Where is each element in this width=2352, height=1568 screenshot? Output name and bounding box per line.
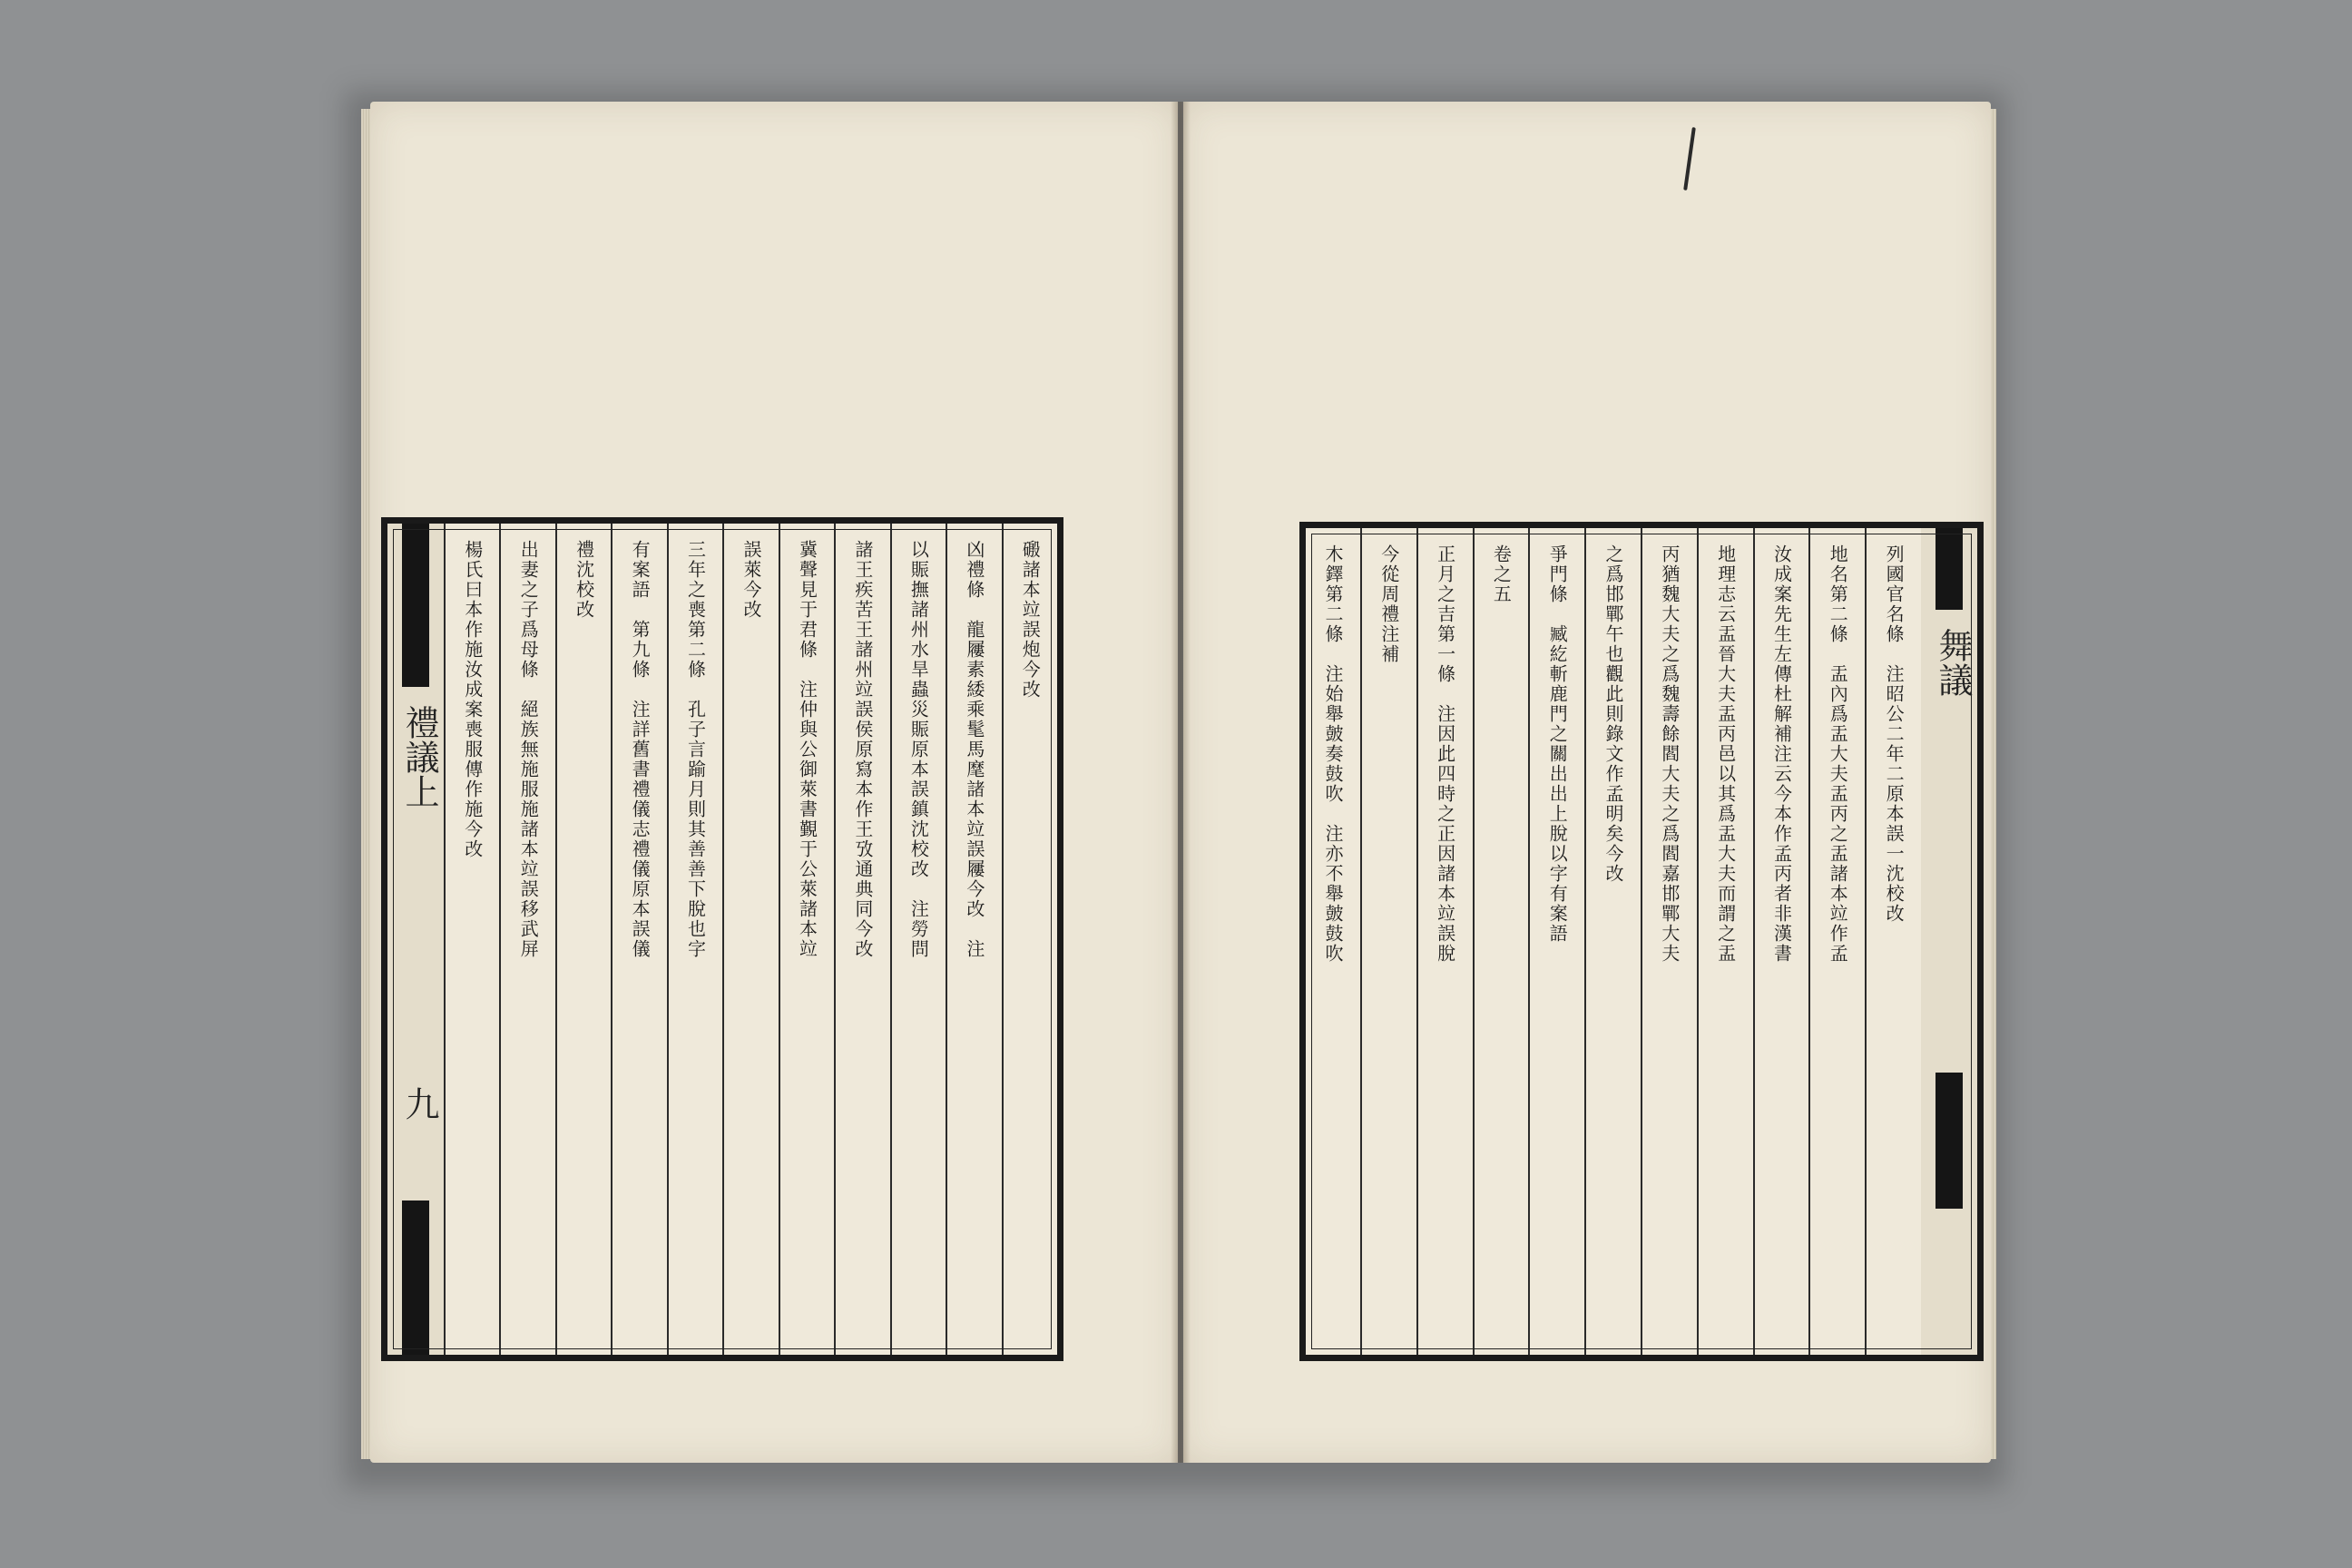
column-text: 之爲邯鄲午也觀此則錄文作孟明矣今改 — [1602, 544, 1625, 884]
text-column — [1416, 528, 1473, 1355]
column-text: 列國官名條 注昭公二年二原本誤一沈校改 — [1883, 544, 1906, 924]
column-text: 禮沈校改 — [573, 540, 595, 620]
text-column — [1306, 528, 1360, 1355]
right-text-frame — [1299, 522, 1984, 1361]
text-column — [1360, 528, 1416, 1355]
text-column — [611, 524, 666, 1355]
text-column — [1584, 528, 1641, 1355]
black-mouth-bottom — [402, 1200, 429, 1355]
left-banxin — [387, 524, 444, 1355]
column-text: 冀聲見于君條 注仲與公御萊書覲于公萊諸本竝 — [796, 540, 818, 959]
text-column — [1808, 528, 1865, 1355]
column-text: 爭門條 臧紇斬鹿門之關出出上脫以字有案語 — [1546, 544, 1569, 944]
text-column — [1697, 528, 1753, 1355]
text-column — [555, 524, 611, 1355]
column-text: 諸王疾苦王諸州竝誤侯原寫本作王攷通典同今改 — [851, 540, 874, 959]
text-column — [834, 524, 889, 1355]
column-text: 誤萊今改 — [740, 540, 762, 620]
text-column — [1753, 528, 1809, 1355]
column-text: 地理志云盂晉大夫盂丙邑以其爲盂大夫而謂之盂 — [1714, 544, 1737, 964]
left-text-frame — [381, 517, 1063, 1361]
column-text: 地名第二條 盂內爲盂大夫盂丙之盂諸本竝作孟 — [1827, 544, 1849, 964]
column-text: 出妻之子爲母條 絕族無施服施諸本竝誤移武屏 — [517, 540, 540, 959]
book-gutter — [1171, 102, 1191, 1463]
text-column — [1528, 528, 1584, 1355]
black-mouth-bottom — [1936, 1073, 1963, 1209]
column-text: 凶禮條 龍屨素緌乘髦馬麾諸本竝誤屨今改 注 — [963, 540, 985, 959]
text-column — [779, 524, 834, 1355]
text-column — [499, 524, 554, 1355]
banxin-title: 舞議 — [1933, 628, 1973, 697]
column-text: 有案語 第九條 注詳舊書禮儀志禮儀原本誤儀 — [629, 540, 652, 959]
banxin-folio: 九 — [399, 1086, 440, 1121]
column-text: 今從周禮注補 — [1377, 544, 1400, 664]
column-text: 楊氏曰本作施汝成案喪服傳作施今改 — [461, 540, 484, 859]
column-text: 三年之喪第二條 孔子言踰月則其善善下脫也字 — [684, 540, 707, 959]
text-column — [1473, 528, 1529, 1355]
text-column — [1002, 524, 1057, 1355]
column-text: 正月之吉第一條 注因此四時之正因諸本竝誤脫 — [1434, 544, 1456, 964]
right-banxin — [1921, 528, 1977, 1355]
text-column — [1865, 528, 1921, 1355]
column-text: 木鐸第二條 注始舉皷奏鼓吹 注亦不舉皷鼓吹 — [1321, 544, 1344, 964]
black-mouth-top — [402, 524, 429, 687]
text-column — [1641, 528, 1697, 1355]
text-column — [667, 524, 722, 1355]
column-text: 磤諸本竝誤炮今改 — [1019, 540, 1042, 700]
black-mouth-top — [1936, 528, 1963, 610]
column-text: 以賑撫諸州水旱蟲災賑原本誤鎮沈校改 注勞問 — [907, 540, 930, 959]
column-text: 丙猶魏大夫之爲魏壽餘閻大夫之爲閻嘉邯鄲大夫 — [1658, 544, 1681, 964]
text-column — [722, 524, 778, 1355]
banxin-title: 禮議上 — [399, 705, 440, 808]
text-column — [444, 524, 499, 1355]
text-column — [890, 524, 946, 1355]
column-text: 卷之五 — [1490, 544, 1513, 604]
text-column — [946, 524, 1001, 1355]
column-text: 汝成案先生左傳杜解補注云今本作孟丙者非漢書 — [1770, 544, 1793, 964]
